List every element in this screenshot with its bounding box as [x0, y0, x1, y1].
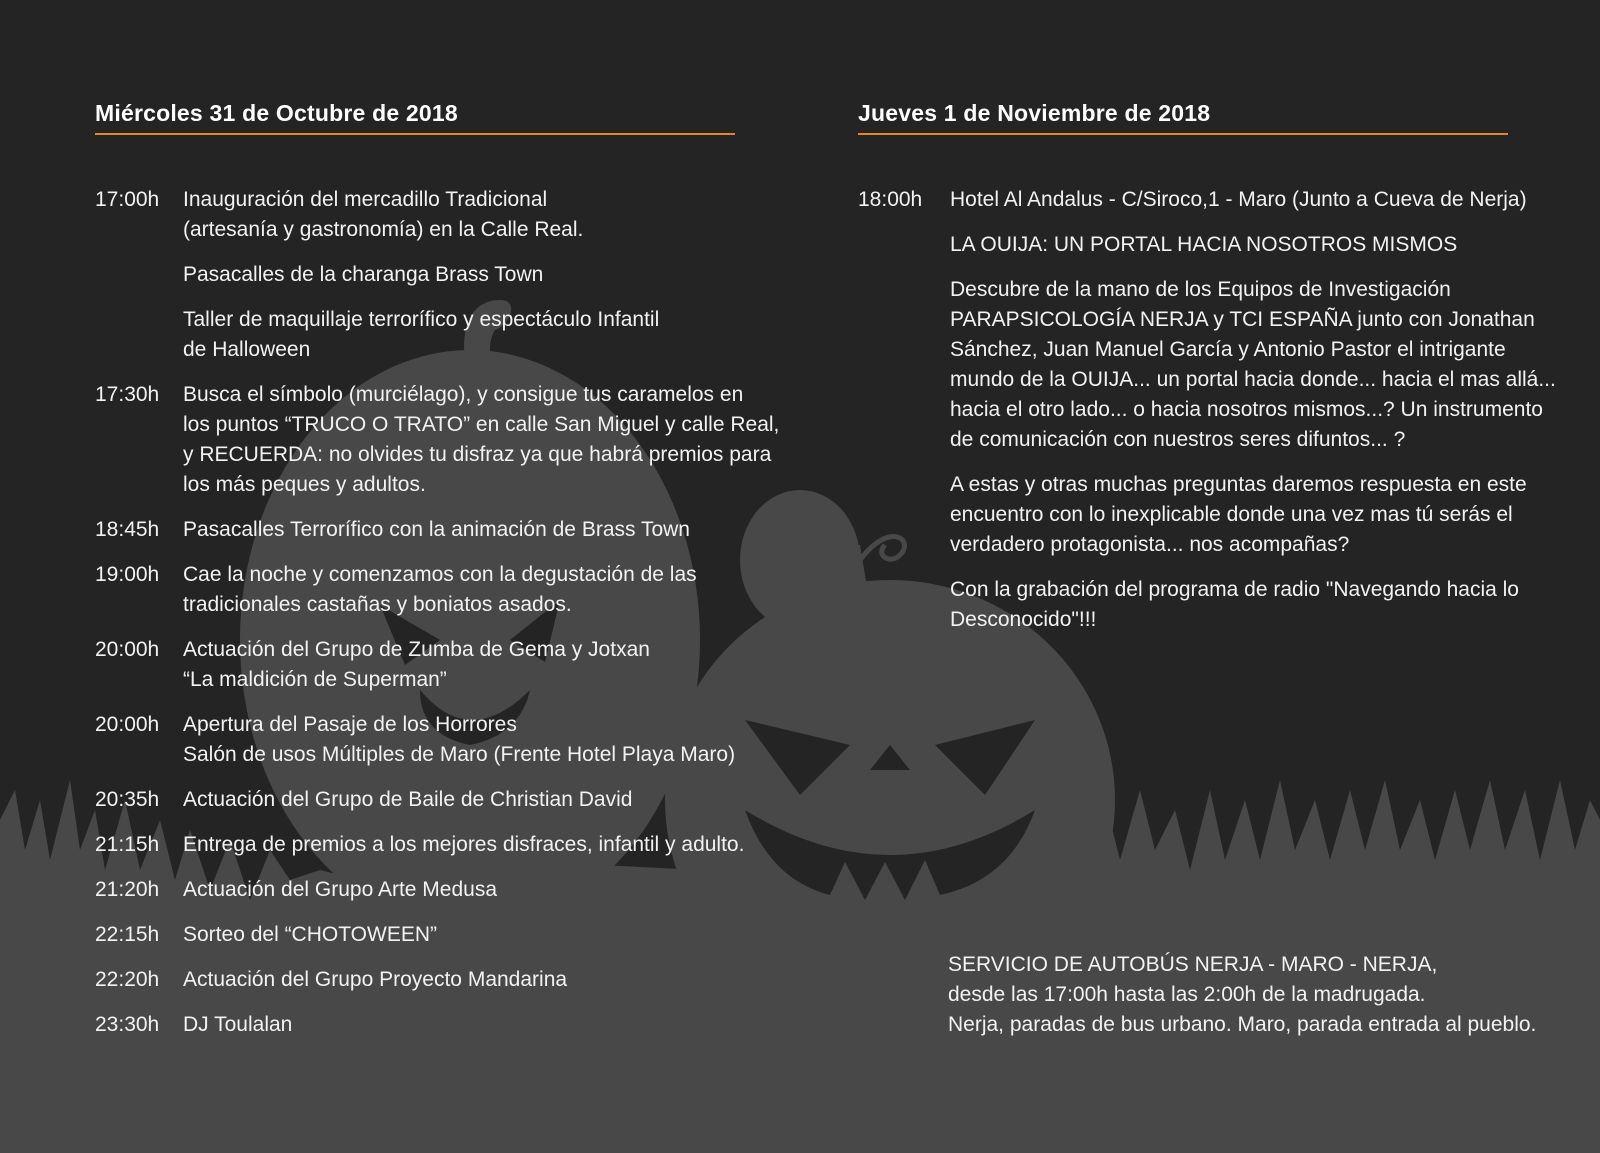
event-line: tradicionales castañas y boniatos asados. — [183, 593, 572, 616]
event-line: Pasacalles Terrorífico con la animación de Brass Town — [183, 518, 690, 541]
schedule-item — [95, 920, 735, 950]
event-line: y RECUERDA: no olvides tu disfraz ya que habrá premios para — [183, 443, 772, 466]
event-time: 20:00h — [95, 638, 160, 661]
event-paragraph — [183, 305, 735, 365]
event-line: Sánchez, Juan Manuel García y Antonio Pastor el intrigante — [950, 338, 1506, 361]
event-line: Descubre de la mano de los Equipos de Investigación — [950, 278, 1451, 301]
event-line: (artesanía y gastronomía) en la Calle Real. — [183, 218, 584, 241]
event-line: PARAPSICOLOGÍA NERJA y TCI ESPAÑA junto con Jonathan — [950, 308, 1535, 331]
wednesday-header: Miércoles 31 de Octubre de 2018 — [95, 100, 735, 135]
event-line: de Halloween — [183, 338, 311, 361]
event-time: 18:00h — [858, 188, 923, 211]
event-paragraph — [950, 275, 1556, 455]
event-paragraph — [183, 965, 735, 995]
event-line: mundo de la OUIJA... un portal hacia donde... hacia el mas allá... — [950, 368, 1556, 391]
event-time: 22:20h — [95, 968, 160, 991]
event-line: los más peques y adultos. — [183, 473, 426, 496]
thursday-schedule — [858, 185, 1556, 635]
event-paragraph — [183, 515, 735, 545]
event-line: A estas y otras muchas preguntas daremos respuesta en este — [950, 473, 1527, 496]
event-line: “La maldición de Superman” — [183, 668, 447, 691]
schedule-item — [858, 185, 1556, 635]
event-paragraph — [183, 710, 735, 770]
event-time: 18:45h — [95, 518, 160, 541]
event-description — [183, 380, 779, 500]
event-paragraph — [183, 260, 735, 290]
event-line: verdadero protagonista... nos acompañas? — [950, 533, 1350, 556]
event-paragraph — [183, 560, 735, 620]
event-paragraph — [950, 185, 1556, 215]
schedule-item — [95, 965, 735, 995]
event-line: encuentro con lo inexplicable donde una vez mas tú serás el — [950, 503, 1513, 526]
event-description — [183, 965, 735, 995]
event-description — [183, 560, 735, 620]
wednesday-column — [95, 100, 780, 1055]
event-time: 23:30h — [95, 1013, 160, 1036]
event-line: Desconocido"!!! — [950, 608, 1097, 631]
event-line: Salón de usos Múltiples de Maro (Frente Hotel Playa Maro) — [183, 743, 736, 766]
event-line: Sorteo del “CHOTOWEEN” — [183, 923, 437, 946]
event-line: Actuación del Grupo de Zumba de Gema y Jotxan — [183, 638, 650, 661]
event-paragraph — [183, 185, 735, 245]
event-description — [183, 710, 735, 770]
schedule-item — [95, 515, 735, 545]
event-description — [183, 875, 735, 905]
event-description — [183, 635, 735, 695]
event-paragraph — [183, 830, 744, 860]
event-time: 20:35h — [95, 788, 160, 811]
event-paragraph — [950, 230, 1556, 260]
event-paragraph — [183, 920, 735, 950]
event-paragraph — [950, 575, 1556, 635]
bus-service-info — [948, 950, 1536, 1040]
event-paragraph — [183, 1010, 735, 1040]
event-time: 19:00h — [95, 563, 160, 586]
event-line: Hotel Al Andalus - C/Siroco,1 - Maro (Junto a Cueva de Nerja) — [950, 188, 1527, 211]
schedule-item — [95, 635, 735, 695]
event-line: de comunicación con nuestros seres difuntos... ? — [950, 428, 1406, 451]
event-line: los puntos “TRUCO O TRATO” en calle San Miguel y calle Real, — [183, 413, 780, 436]
wednesday-schedule — [95, 185, 780, 1040]
event-line: DJ Toulalan — [183, 1013, 293, 1036]
schedule-item — [95, 1010, 735, 1040]
bus-line: Nerja, paradas de bus urbano. Maro, parada entrada al pueblo. — [948, 1013, 1537, 1036]
event-time: 21:20h — [95, 878, 160, 901]
event-paragraph — [183, 635, 735, 695]
event-line: Actuación del Grupo Proyecto Mandarina — [183, 968, 568, 991]
schedule-item — [95, 380, 780, 500]
schedule-item — [95, 785, 735, 815]
schedule-item — [95, 560, 735, 620]
event-line: Pasacalles de la charanga Brass Town — [183, 263, 544, 286]
event-line: Busca el símbolo (murciélago), y consigue tus caramelos en — [183, 383, 744, 406]
event-line: Taller de maquillaje terrorífico y espectáculo Infantil — [183, 308, 660, 331]
event-description — [183, 1010, 735, 1040]
event-description — [183, 185, 735, 365]
event-time: 20:00h — [95, 713, 160, 736]
event-description — [183, 830, 744, 860]
event-line: hacia el otro lado... o hacia nosotros mismos...? Un instrumento — [950, 398, 1543, 421]
thursday-column — [858, 100, 1556, 650]
schedule-item — [95, 185, 735, 365]
event-time: 17:00h — [95, 188, 160, 211]
event-line: Actuación del Grupo de Baile de Christian David — [183, 788, 633, 811]
event-paragraph — [183, 875, 735, 905]
event-line: Apertura del Pasaje de los Horrores — [183, 713, 517, 736]
event-line: Cae la noche y comenzamos con la degustación de las — [183, 563, 697, 586]
schedule-item — [95, 875, 735, 905]
event-paragraph — [183, 785, 735, 815]
event-time: 17:30h — [95, 383, 160, 406]
event-time: 22:15h — [95, 923, 160, 946]
bus-line: SERVICIO DE AUTOBÚS NERJA - MARO - NERJA, — [948, 953, 1438, 976]
schedule-item — [95, 710, 735, 770]
event-line: Inauguración del mercadillo Tradicional — [183, 188, 548, 211]
event-line: LA OUIJA: UN PORTAL HACIA NOSOTROS MISMOS — [950, 233, 1458, 256]
schedule-item — [95, 830, 745, 860]
bus-line: desde las 17:00h hasta las 2:00h de la madrugada. — [948, 983, 1426, 1006]
event-description — [950, 185, 1556, 635]
event-line: Con la grabación del programa de radio "Navegando hacia lo — [950, 578, 1519, 601]
event-line: Entrega de premios a los mejores disfraces, infantil y adulto. — [183, 833, 745, 856]
event-description — [183, 785, 735, 815]
event-line: Actuación del Grupo Arte Medusa — [183, 878, 498, 901]
event-time: 21:15h — [95, 833, 160, 856]
event-paragraph — [950, 470, 1556, 560]
thursday-header: Jueves 1 de Noviembre de 2018 — [858, 100, 1508, 135]
event-paragraph — [183, 380, 779, 500]
event-description — [183, 920, 735, 950]
event-description — [183, 515, 735, 545]
